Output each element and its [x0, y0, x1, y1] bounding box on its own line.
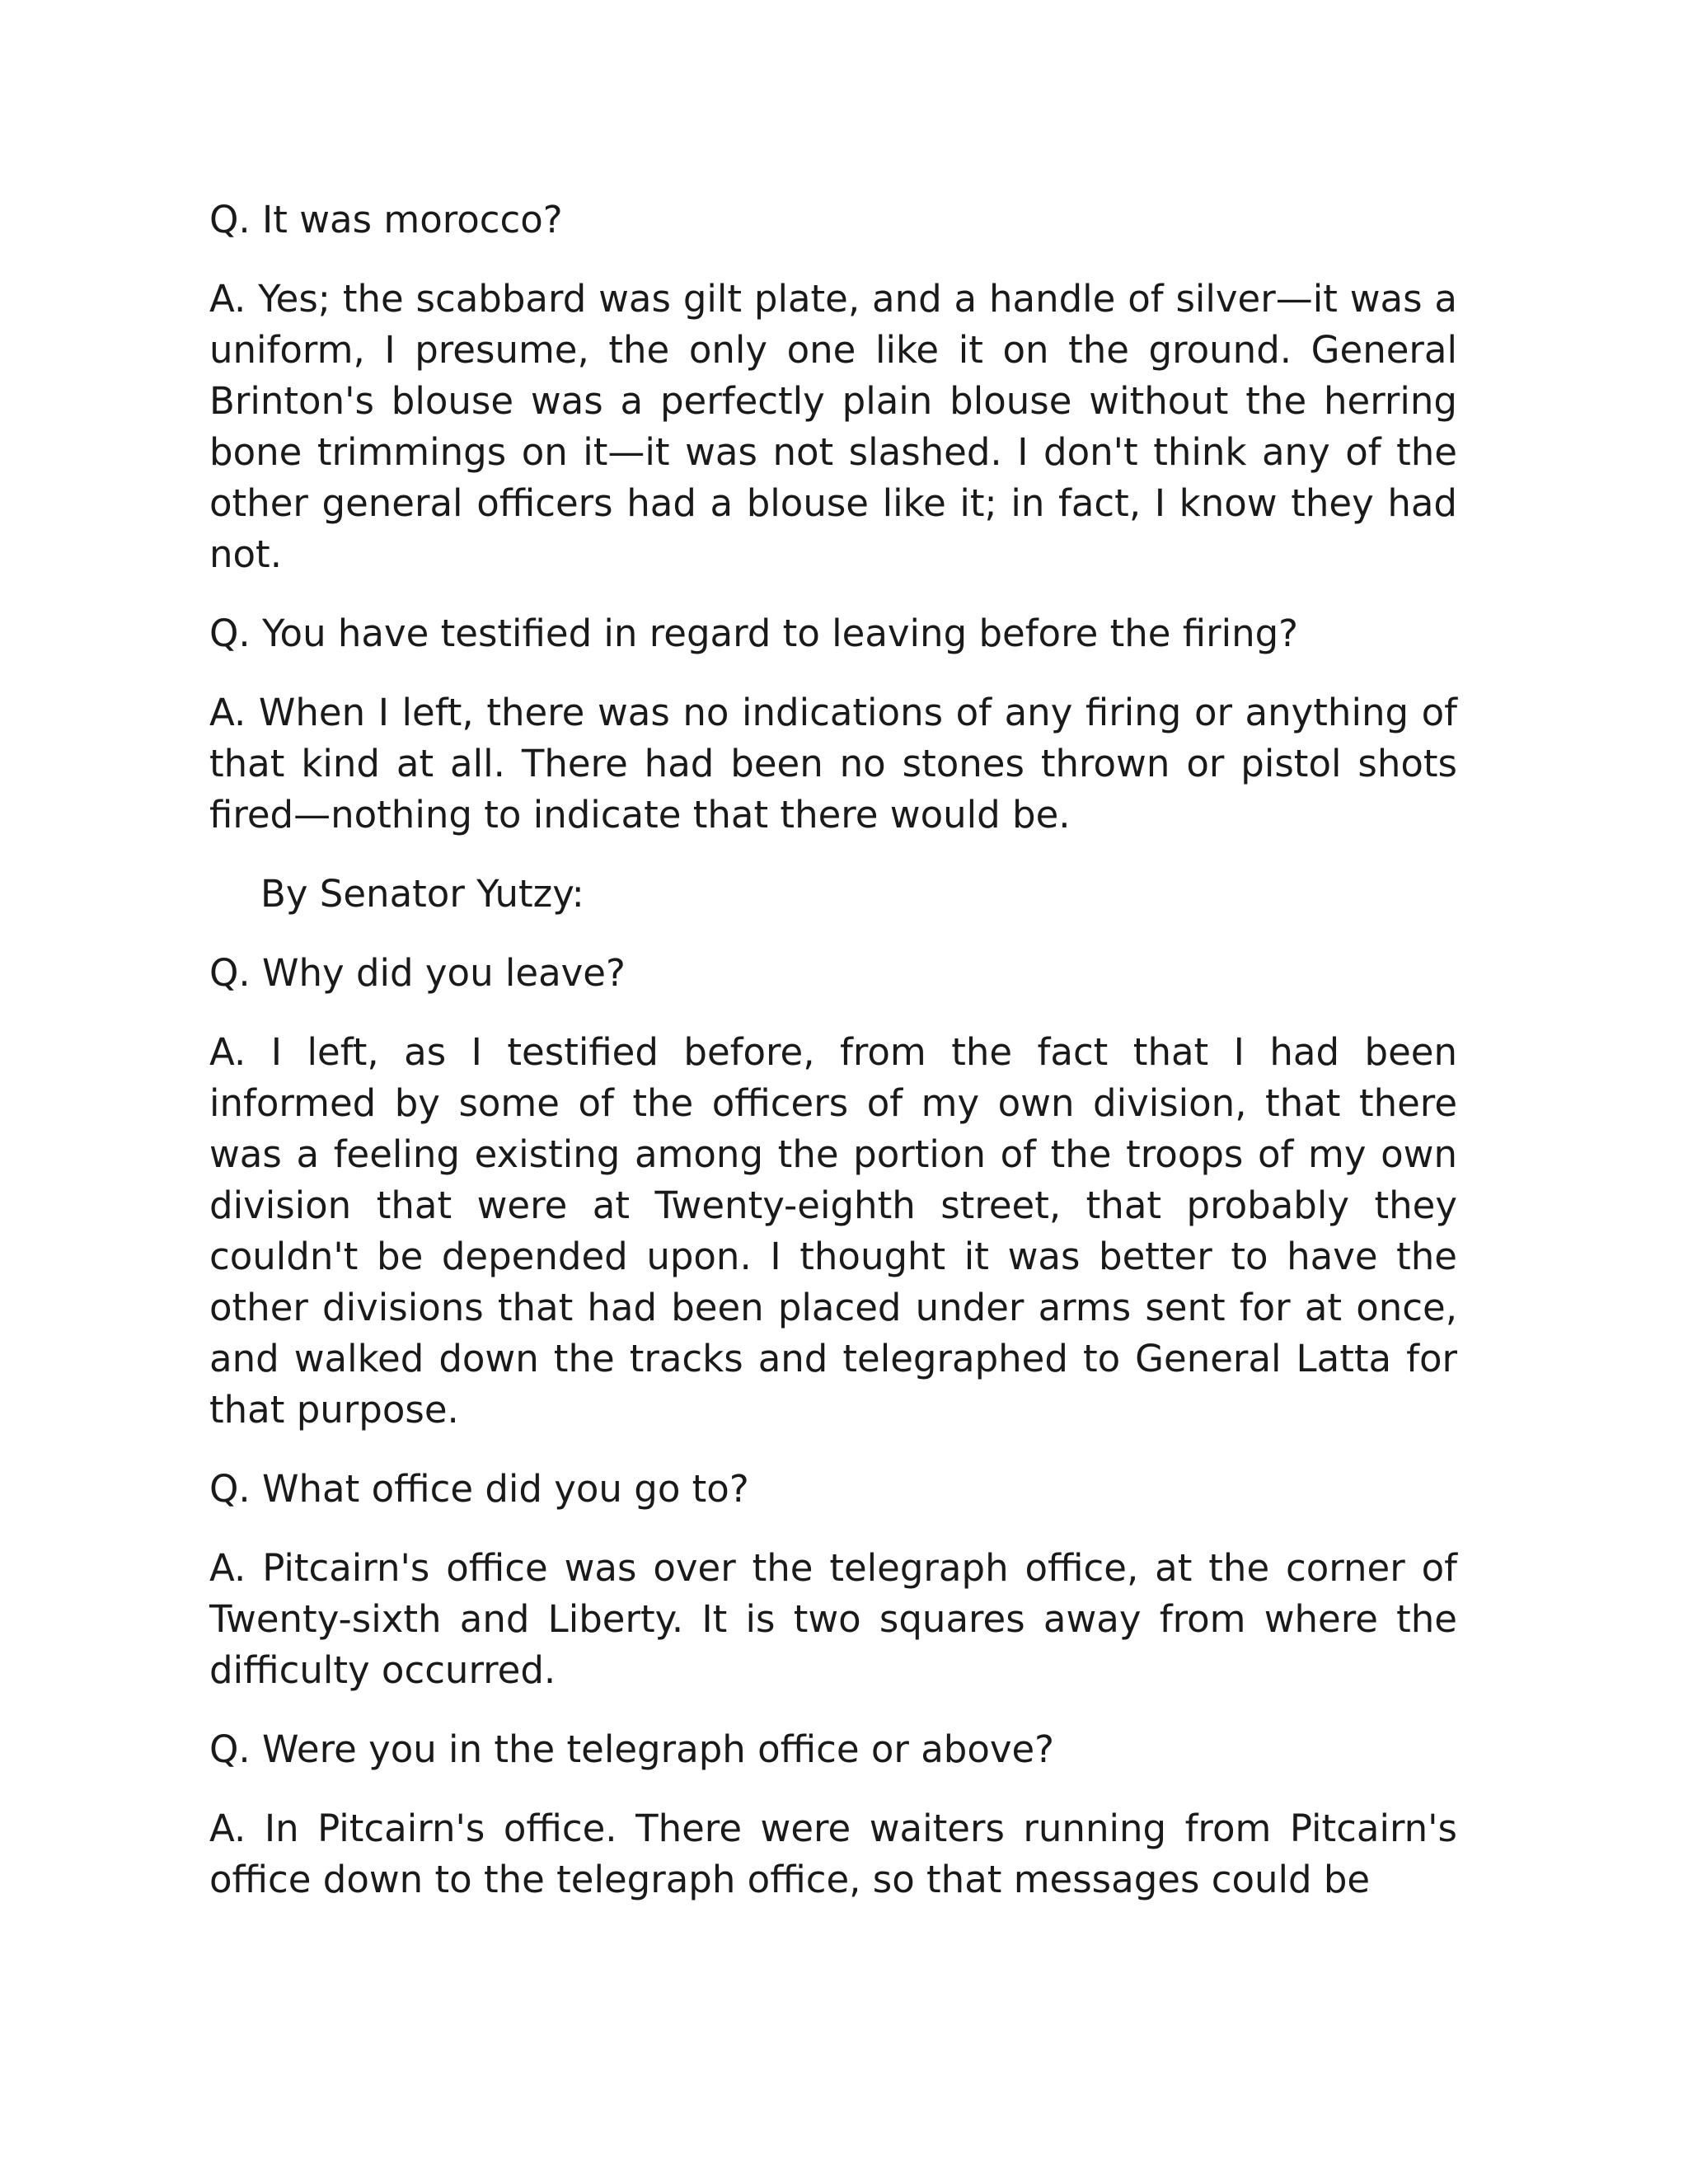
question-paragraph: Q. You have testified in regard to leaving before the firing? — [209, 612, 1299, 655]
answer-paragraph: A. Yes; the scabbard was gilt plate, and a handle of silver—it was a uniform, I presume, the only one like it on the ground. General Brinton's blouse was a perfectly plain blouse without the herring bone trimmings on it—it was not slashed. I don't think any of the other general officers had a blouse like it; in fact, I know they had not. — [209, 277, 1457, 576]
answer-paragraph: A. I left, as I testified before, from the fact that I had been informed by some of the officers of my own division, that there was a feeling existing among the portion of the troops of my own division that were at Twenty-eighth street, that probably they couldn't be depended upon. I thought it was better to have the other divisions that had been placed under arms sent for at once, and walked down the tracks and telegraphed to General Latta for that purpose. — [209, 1030, 1457, 1432]
examiner-heading: By Senator Yutzy: — [260, 872, 584, 916]
document-page — [209, 194, 1457, 1933]
answer-paragraph: A. In Pitcairn's office. There were waiters running from Pitcairn's office down to the telegraph office, so that messages could be — [209, 1807, 1457, 1901]
question-paragraph: Q. Why did you leave? — [209, 951, 626, 995]
answer-paragraph: A. Pitcairn's office was over the telegraph office, at the corner of Twenty-sixth and Liberty. It is two squares away from where the difficulty occurred. — [209, 1546, 1457, 1692]
question-paragraph: Q. It was morocco? — [209, 198, 563, 241]
answer-paragraph: A. When I left, there was no indications of any firing or anything of that kind at all. There had been no stones thrown or pistol shots fired—nothing to indicate that there would be. — [209, 691, 1457, 837]
question-paragraph: Q. Were you in the telegraph office or above? — [209, 1727, 1055, 1771]
question-paragraph: Q. What office did you go to? — [209, 1467, 749, 1511]
